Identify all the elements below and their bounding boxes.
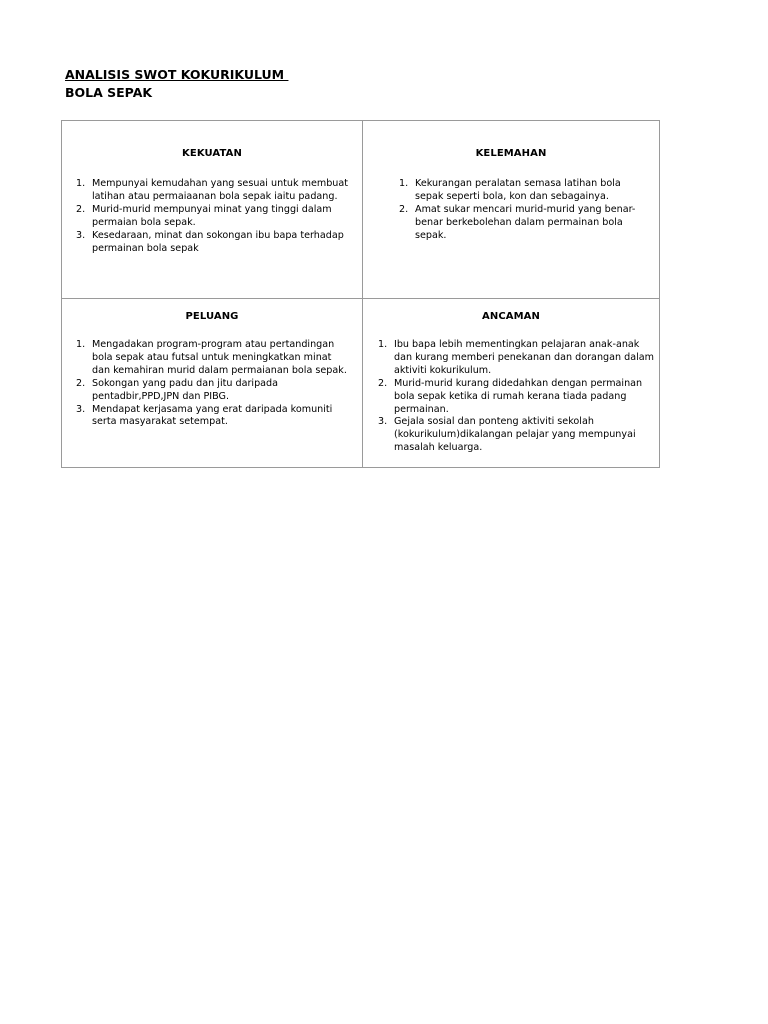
opportunities-heading: PELUANG	[185, 311, 239, 322]
opportunities-list	[76, 339, 352, 429]
document-title	[65, 66, 288, 102]
strengths-item: 2. Murid-murid mempunyai minat yang tinggi dalam permaian bola sepak.	[76, 203, 332, 228]
weaknesses-item-text: Kekurangan peralatan semasa latihan bola sepak seperti bola, kon dan sebagainya.	[415, 178, 621, 202]
weaknesses-heading: KELEMAHAN	[475, 148, 547, 159]
opportunities-item-text: Mendapat kerjasama yang erat daripada komuniti serta masyarakat setempat.	[92, 403, 333, 428]
weaknesses-item: 2. Amat sukar mencari murid-murid yang benar-benar berkebolehan dalam permainan bola sepak.	[399, 203, 636, 241]
threats-heading: ANCAMAN	[482, 311, 540, 322]
threats-item: 2. Murid-murid kurang didedahkan dengan permainan bola sepak ketika di rumah kerana tiada padang permainan.	[378, 377, 643, 415]
strengths-item-text: Kesedaraan, minat dan sokongan ibu bapa terhadap permainan bola sepak	[92, 229, 344, 254]
weaknesses-cell	[363, 121, 660, 299]
strengths-list	[76, 178, 352, 255]
weaknesses-list	[399, 178, 649, 243]
title-line-1: ANALISIS SWOT KOKURIKULUM	[65, 67, 289, 82]
title-line-2: BOLA SEPAK	[65, 85, 153, 100]
swot-table	[61, 120, 660, 468]
swot-row-top	[62, 121, 660, 299]
threats-item-text: Ibu bapa lebih mementingkan pelajaran anak-anak dan kurang memberi penekanan dan dorangan dalam aktiviti kokurikulum.	[394, 339, 654, 376]
opportunities-item-text: Sokongan yang padu dan jitu daripada pentadbir,PPD,JPN dan PIBG.	[92, 377, 279, 402]
swot-row-bottom	[62, 299, 660, 468]
strengths-item: 3. Kesedaraan, minat dan sokongan ibu bapa terhadap permainan bola sepak	[76, 229, 344, 254]
strengths-cell	[62, 121, 363, 299]
strengths-item-text: Murid-murid mempunyai minat yang tinggi dalam permaian bola sepak.	[92, 203, 332, 228]
threats-item-text: Gejala sosial dan ponteng aktiviti sekolah (kokurikulum)dikalangan pelajar yang mempunyai masalah keluarga.	[394, 416, 636, 454]
opportunities-item: 3. Mendapat kerjasama yang erat daripada komuniti serta masyarakat setempat.	[76, 403, 333, 428]
weaknesses-item: 1. Kekurangan peralatan semasa latihan bola sepak seperti bola, kon dan sebagainya.	[399, 178, 621, 202]
strengths-item: 1. Mempunyai kemudahan yang sesuai untuk membuat latihan atau permaiaanan bola sepak iaitu padang.	[76, 178, 349, 202]
threats-item: 1. Ibu bapa lebih mementingkan pelajaran anak-anak dan kurang memberi penekanan dan dorangan dalam aktiviti kokurikulum.	[378, 339, 654, 376]
strengths-item-text: Mempunyai kemudahan yang sesuai untuk membuat latihan atau permaiaanan bola sepak iaitu padang.	[92, 178, 349, 202]
threats-item-text: Murid-murid kurang didedahkan dengan permainan bola sepak ketika di rumah kerana tiada padang permainan.	[394, 377, 643, 415]
weaknesses-item-text: Amat sukar mencari murid-murid yang benar-benar berkebolehan dalam permainan bola sepak.	[415, 203, 636, 241]
threats-item: 3. Gejala sosial dan ponteng aktiviti sekolah (kokurikulum)dikalangan pelajar yang mempunyai masalah keluarga.	[378, 416, 636, 454]
opportunities-cell	[62, 299, 363, 468]
opportunities-item-text: Mengadakan program-program atau pertandingan bola sepak atau futsal untuk meningkatkan minat dan kemahiran murid dalam permaianan bola sepak.	[92, 339, 347, 376]
threats-cell	[363, 299, 660, 468]
opportunities-item: 1. Mengadakan program-program atau pertandingan bola sepak atau futsal untuk meningkatkan minat dan kemahiran murid dalam permaianan bola sepak.	[76, 339, 347, 376]
threats-list	[378, 339, 655, 455]
strengths-heading: KEKUATAN	[182, 148, 242, 159]
opportunities-item: 2. Sokongan yang padu dan jitu daripada pentadbir,PPD,JPN dan PIBG.	[76, 377, 279, 402]
